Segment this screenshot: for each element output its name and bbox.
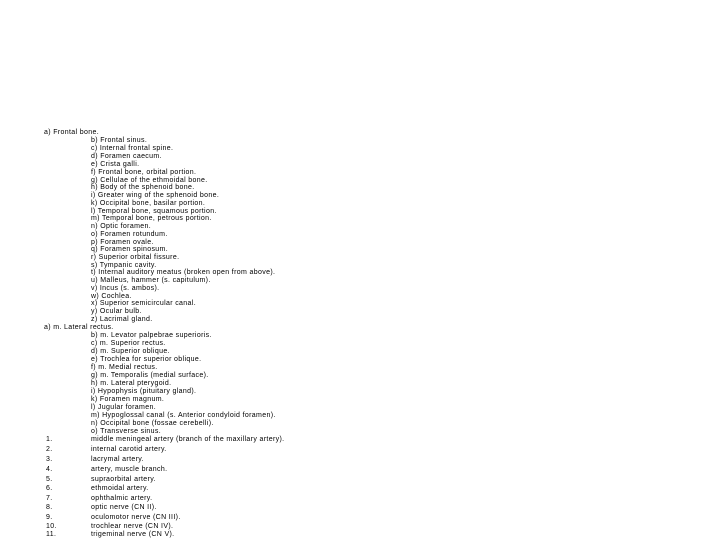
- entry-foramen-ovale: p) Foramen ovale.: [91, 239, 154, 246]
- entry-lateral-rectus: a) m. Lateral rectus.: [44, 324, 114, 331]
- entry-muscle-branch-artery: artery, muscle branch.: [91, 466, 168, 473]
- number-label: 10.: [46, 523, 57, 530]
- entry-superior-semicircular-canal: x) Superior semicircular canal.: [91, 300, 196, 307]
- entry-hypoglossal-canal: m) Hypoglossal canal (s. Anterior condyloid foramen).: [91, 412, 276, 419]
- entry-medial-rectus: f) m. Medial rectus.: [91, 364, 158, 371]
- number-label: 6.: [46, 485, 53, 492]
- entry-tympanic-cavity: s) Tympanic cavity.: [91, 262, 157, 269]
- entry-internal-auditory-meatus: t) Internal auditory meatus (broken open from above).: [91, 269, 276, 276]
- entry-incus: v) Incus (s. ambos).: [91, 285, 160, 292]
- entry-levator-palpebrae: b) m. Levator palpebrae superioris.: [91, 332, 212, 339]
- entry-cochlea: w) Cochlea.: [91, 293, 132, 300]
- entry-optic-foramen: n) Optic foramen.: [91, 223, 152, 230]
- number-label: 5.: [46, 476, 53, 483]
- entry-ethmoidal-artery: ethmoidal artery.: [91, 485, 149, 492]
- number-label: 7.: [46, 495, 53, 502]
- entry-ocular-bulb: y) Ocular bulb.: [91, 308, 142, 315]
- entry-supraorbital-artery: supraorbital artery.: [91, 476, 156, 483]
- entry-foramen-rotundum: o) Foramen rotundum.: [91, 231, 168, 238]
- entry-lacrymal-artery: lacrymal artery.: [91, 456, 144, 463]
- entry-foramen-caecum: d) Foramen caecum.: [91, 153, 162, 160]
- number-label: 9.: [46, 514, 53, 521]
- number-label: 11.: [46, 531, 57, 538]
- entry-malleus: u) Malleus, hammer (s. capitulum).: [91, 277, 211, 284]
- entry-frontal-sinus: b) Frontal sinus.: [91, 137, 148, 144]
- entry-occipital-fossae: n) Occipital bone (fossae cerebelli).: [91, 420, 214, 427]
- entry-trigeminal-nerve: trigeminal nerve (CN V).: [91, 531, 175, 538]
- entry-occipital-basilar: k) Occipital bone, basilar portion.: [91, 200, 206, 207]
- entry-trochlear-nerve: trochlear nerve (CN IV).: [91, 523, 174, 530]
- entry-superior-orbital-fissure: r) Superior orbital fissure.: [91, 254, 180, 261]
- entry-internal-carotid-artery: internal carotid artery.: [91, 446, 167, 453]
- entry-lateral-pterygoid: h) m. Lateral pterygoid.: [91, 380, 172, 387]
- entry-transverse-sinus: o) Transverse sinus.: [91, 428, 162, 435]
- entry-hypophysis: i) Hypophysis (pituitary gland).: [91, 388, 197, 395]
- entry-superior-rectus: c) m. Superior rectus.: [91, 340, 166, 347]
- entry-frontal-bone: a) Frontal bone.: [44, 129, 100, 136]
- number-label: 8.: [46, 504, 53, 511]
- entry-temporal-squamous: l) Temporal bone, squamous portion.: [91, 208, 217, 215]
- entry-middle-meningeal-artery: middle meningeal artery (branch of the maxillary artery).: [91, 436, 285, 443]
- entry-sphenoid-body: h) Body of the sphenoid bone.: [91, 184, 195, 191]
- entry-internal-frontal-spine: c) Internal frontal spine.: [91, 145, 174, 152]
- entry-ophthalmic-artery: ophthalmic artery.: [91, 495, 153, 502]
- entry-temporal-petrous: m) Temporal bone, petrous portion.: [91, 215, 212, 222]
- entry-crista-galli: e) Crista galli.: [91, 161, 140, 168]
- entry-oculomotor-nerve: oculomotor nerve (CN III).: [91, 514, 181, 521]
- entry-temporalis: g) m. Temporalis (medial surface).: [91, 372, 209, 379]
- entry-frontal-orbital: f) Frontal bone, orbital portion.: [91, 169, 197, 176]
- number-label: 3.: [46, 456, 53, 463]
- entry-optic-nerve: optic nerve (CN II).: [91, 504, 157, 511]
- entry-ethmoidal-cellulae: g) Cellulae of the ethmoidal bone.: [91, 177, 208, 184]
- number-label: 4.: [46, 466, 53, 473]
- entry-lacrimal-gland: z) Lacrimal gland.: [91, 316, 153, 323]
- number-label: 1.: [46, 436, 53, 443]
- entry-foramen-magnum: k) Foramen magnum.: [91, 396, 165, 403]
- entry-superior-oblique: d) m. Superior oblique.: [91, 348, 170, 355]
- entry-trochlea: e) Trochlea for superior oblique.: [91, 356, 202, 363]
- entry-sphenoid-greater-wing: i) Greater wing of the sphenoid bone.: [91, 192, 220, 199]
- number-label: 2.: [46, 446, 53, 453]
- entry-jugular-foramen: l) Jugular foramen.: [91, 404, 157, 411]
- entry-foramen-spinosum: q) Foramen spinosum.: [91, 246, 169, 253]
